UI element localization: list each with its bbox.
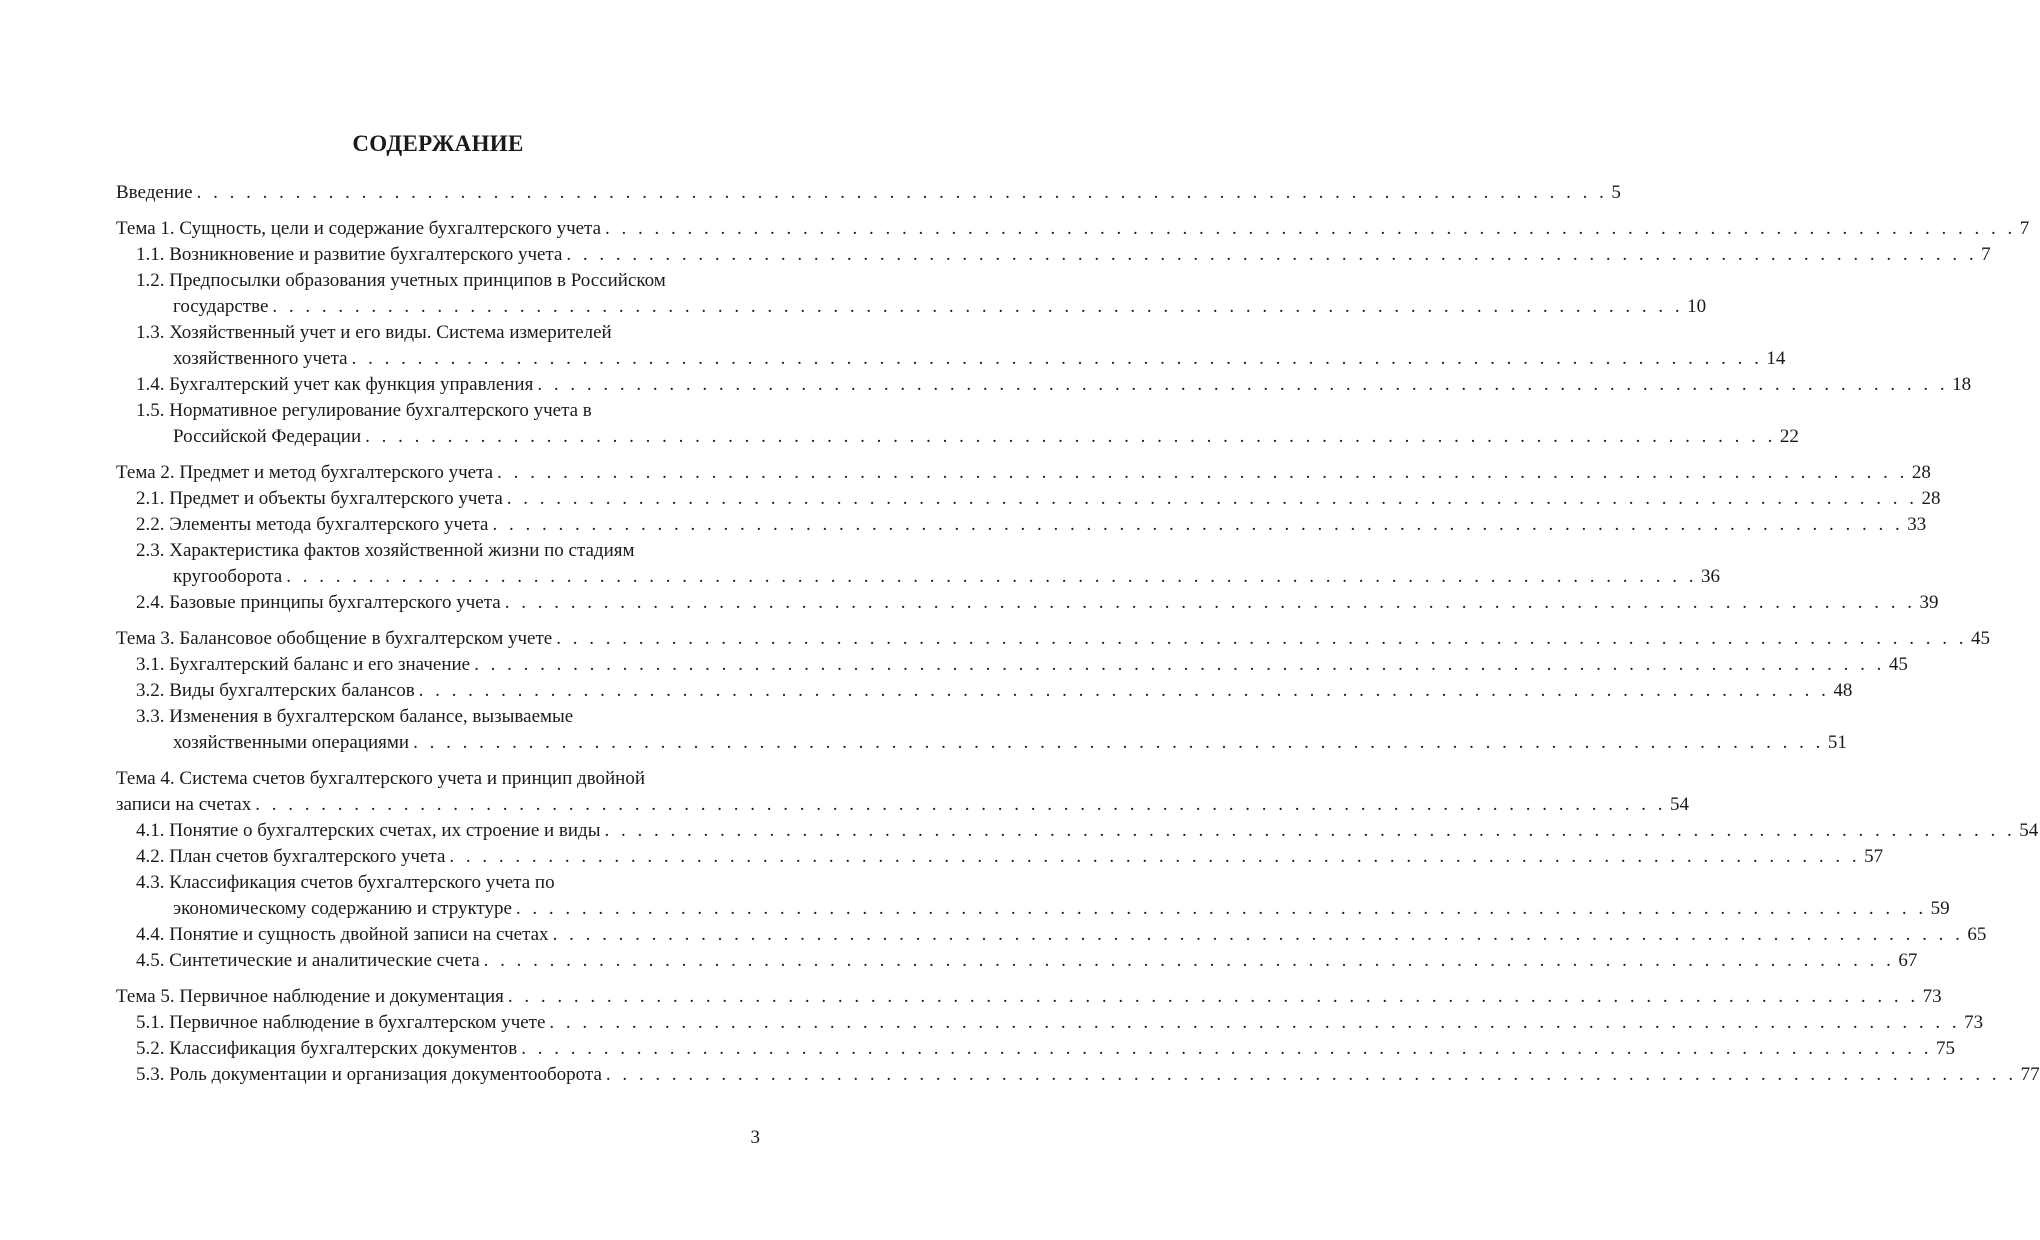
toc-entry-title: Тема 3. Балансовое обобщение в бухгалтерском учете xyxy=(116,628,553,649)
dot-leader: . . . . . . . . . . . . . . . . . . . . . . . . . . . . . . . . . . . . . . . . . . . . . . . . . . . . . . . . . . . . . . . . . . . . . . . . . . . . . . . . . . . . . . xyxy=(255,794,1666,815)
toc-page-number: 5 xyxy=(1611,182,1621,203)
toc-topic[interactable] xyxy=(116,766,1689,818)
toc-subsection[interactable] xyxy=(116,678,1853,704)
toc-entry-title: 1.2. Предпосылки образования учетных принципов в Российском xyxy=(136,270,666,291)
toc-entry-title: Тема 2. Предмет и метод бухгалтерского учета xyxy=(116,462,494,483)
dot-leader: . . . . . . . . . . . . . . . . . . . . . . . . . . . . . . . . . . . . . . . . . . . . . . . . . . . . . . . . . . . . . . . . . . . . . . . . . . . . . . . . . . . . . . xyxy=(449,846,1861,867)
toc-topic[interactable] xyxy=(116,626,1990,652)
dot-leader: . . . . . . . . . . . . . . . . . . . . . . . . . . . . . . . . . . . . . . . . . . . . . . . . . . . . . . . . . . . . . . . . . . . . . . . . . . . . . . . . . . . . . . xyxy=(483,950,1895,971)
dot-leader: . . . . . . . . . . . . . . . . . . . . . . . . . . . . . . . . . . . . . . . . . . . . . . . . . . . . . . . . . . . . . . . . . . . . . . . . . . . . . . . . . . . . . . xyxy=(413,732,1824,753)
dot-leader: . . . . . . . . . . . . . . . . . . . . . . . . . . . . . . . . . . . . . . . . . . . . . . . . . . . . . . . . . . . . . . . . . . . . . . . . . . . . . . . . . . . . . . xyxy=(537,374,1949,395)
toc-page-number: 28 xyxy=(1911,462,1931,483)
dot-leader: . . . . . . . . . . . . . . . . . . . . . . . . . . . . . . . . . . . . . . . . . . . . . . . . . . . . . . . . . . . . . . . . . . . . . . . . . . . . . . . . . . . . . . xyxy=(556,628,1967,649)
toc-subsection[interactable] xyxy=(116,652,1908,678)
toc-section xyxy=(116,766,2039,974)
toc-page-number: 18 xyxy=(1952,374,1972,395)
toc-subsection[interactable] xyxy=(116,590,1939,616)
toc-entry-title: 3.3. Изменения в бухгалтерском балансе, вызываемые xyxy=(136,706,574,727)
toc-entry-title: государстве xyxy=(173,296,269,317)
toc-page-number: 73 xyxy=(1964,1012,1984,1033)
dot-leader: . . . . . . . . . . . . . . . . . . . . . . . . . . . . . . . . . . . . . . . . . . . . . . . . . . . . . . . . . . . . . . . . . . . . . . . . . . . . . . . . . . . . . . xyxy=(515,898,1927,919)
toc-page-number: 57 xyxy=(1864,846,1884,867)
toc-entry-title: 2.2. Элементы метода бухгалтерского учета xyxy=(136,514,489,535)
toc-entry-title: хозяйственного учета xyxy=(173,348,348,369)
toc-page-number: 45 xyxy=(1970,628,1990,649)
toc-entry-title: 3.2. Виды бухгалтерских балансов xyxy=(136,680,415,701)
toc-topic[interactable] xyxy=(116,460,1931,486)
dot-leader: . . . . . . . . . . . . . . . . . . . . . . . . . . . . . . . . . . . . . . . . . . . . . . . . . . . . . . . . . . . . . . . . . . . . . . . . . . . . . . . . . . . . . . xyxy=(272,296,1684,317)
toc-topic[interactable] xyxy=(116,216,2030,242)
toc-entry-title: 4.4. Понятие и сущность двойной записи на счетах xyxy=(136,924,549,945)
toc-entry-title: Введение xyxy=(116,182,193,203)
toc-subsection[interactable] xyxy=(116,844,1884,870)
toc-section xyxy=(116,180,1621,206)
dot-leader: . . . . . . . . . . . . . . . . . . . . . . . . . . . . . . . . . . . . . . . . . . . . . . . . . . . . . . . . . . . . . . . . . . . . . . . . . . . . . . . . . . . . . . xyxy=(566,244,1978,265)
toc-subsection[interactable] xyxy=(116,1010,1984,1036)
toc-subsection[interactable] xyxy=(116,372,1972,398)
toc-entry-title: 4.3. Классификация счетов бухгалтерского учета по xyxy=(136,872,555,893)
toc-section xyxy=(116,626,1990,756)
toc-page-number: 75 xyxy=(1935,1038,1955,1059)
toc-entry-title: 4.1. Понятие о бухгалтерских счетах, их строение и виды xyxy=(136,820,601,841)
toc-page-number: 14 xyxy=(1766,348,1786,369)
toc-page-number: 22 xyxy=(1779,426,1799,447)
toc-subsection[interactable] xyxy=(116,398,1799,450)
toc-page-number: 45 xyxy=(1888,654,1908,675)
toc-topic[interactable] xyxy=(116,984,1942,1010)
toc-entry-title: Тема 1. Сущность, цели и содержание бухгалтерского учета xyxy=(116,218,602,239)
toc-entry-title: 3.1. Бухгалтерский баланс и его значение xyxy=(136,654,471,675)
toc-entry-title: Тема 5. Первичное наблюдение и документация xyxy=(116,986,504,1007)
dot-leader: . . . . . . . . . . . . . . . . . . . . . . . . . . . . . . . . . . . . . . . . . . . . . . . . . . . . . . . . . . . . . . . . . . . . . . . . . . . . . . . . . . . . . . xyxy=(286,566,1697,587)
toc-entry-title: 2.3. Характеристика фактов хозяйственной жизни по стадиям xyxy=(136,540,635,561)
dot-leader: . . . . . . . . . . . . . . . . . . . . . . . . . . . . . . . . . . . . . . . . . . . . . . . . . . . . . . . . . . . . . . . . . . . . . . . . . . . . . . . . . . . . . . xyxy=(552,924,1964,945)
toc-page-number: 77 xyxy=(2020,1064,2040,1085)
dot-leader: . . . . . . . . . . . . . . . . . . . . . . . . . . . . . . . . . . . . . . . . . . . . . . . . . . . . . . . . . . . . . . . . . . . . . . . . . . . . . . . . . . . . . . xyxy=(549,1012,1961,1033)
toc-subsection[interactable] xyxy=(116,320,1786,372)
toc-entry-title: 1.1. Возникновение и развитие бухгалтерского учета xyxy=(136,244,563,265)
dot-leader: . . . . . . . . . . . . . . . . . . . . . . . . . . . . . . . . . . . . . . . . . . . . . . . . . . . . . . . . . . . . . . . . . . . . . . . . . . . . . . . . . . . . . . xyxy=(604,820,2016,841)
dot-leader: . . . . . . . . . . . . . . . . . . . . . . . . . . . . . . . . . . . . . . . . . . . . . . . . . . . . . . . . . . . . . . . . . . . . . . . . . . . . . . . . . . . . . . xyxy=(521,1038,1932,1059)
toc-page-number: 51 xyxy=(1827,732,1847,753)
toc-subsection[interactable] xyxy=(116,704,1847,756)
toc-subsection[interactable] xyxy=(116,242,1991,268)
toc-page-number: 7 xyxy=(1981,244,1991,265)
toc-entry-title: Российской Федерации xyxy=(173,426,362,447)
toc-subsection[interactable] xyxy=(116,922,1987,948)
toc-section xyxy=(116,216,2030,450)
toc-page-number: 67 xyxy=(1898,950,1918,971)
toc-page-number: 33 xyxy=(1907,514,1927,535)
toc-topic[interactable] xyxy=(116,180,1621,206)
page-title: СОДЕРЖАНИЕ xyxy=(352,131,524,156)
toc-subsection[interactable] xyxy=(116,1062,2040,1088)
toc-entry-title: 1.4. Бухгалтерский учет как функция управления xyxy=(136,374,534,395)
toc-entry-title: 4.2. План счетов бухгалтерского учета xyxy=(136,846,446,867)
toc-subsection[interactable] xyxy=(116,538,1720,590)
toc-entry-title: кругооборота xyxy=(173,566,283,587)
toc-page-number: 65 xyxy=(1967,924,1987,945)
toc-entry-title: Тема 4. Система счетов бухгалтерского учета и принцип двойной xyxy=(116,768,646,789)
toc-entry-title: 5.2. Классификация бухгалтерских документов xyxy=(136,1038,518,1059)
dot-leader: . . . . . . . . . . . . . . . . . . . . . . . . . . . . . . . . . . . . . . . . . . . . . . . . . . . . . . . . . . . . . . . . . . . . . . . . . . . . . . . . . . . . . . xyxy=(365,426,1776,447)
toc-page-number: 48 xyxy=(1833,680,1853,701)
toc-page-number: 54 xyxy=(1670,794,1689,815)
dot-leader: . . . . . . . . . . . . . . . . . . . . . . . . . . . . . . . . . . . . . . . . . . . . . . . . . . . . . . . . . . . . . . . . . . . . . . . . . . . . . . . . . . . . . . xyxy=(492,514,1904,535)
toc-page-number: 36 xyxy=(1700,566,1720,587)
dot-leader: . . . . . . . . . . . . . . . . . . . . . . . . . . . . . . . . . . . . . . . . . . . . . . . . . . . . . . . . . . . . . . . . . . . . . . . . . . . . . . . . . . . . . . xyxy=(507,986,1919,1007)
dot-leader: . . . . . . . . . . . . . . . . . . . . . . . . . . . . . . . . . . . . . . . . . . . . . . . . . . . . . . . . . . . . . . . . . . . . . . . . . . . . . . . . . . . . . . xyxy=(418,680,1830,701)
toc-subsection[interactable] xyxy=(116,1036,1955,1062)
toc-subsection[interactable] xyxy=(116,486,1941,512)
dot-leader: . . . . . . . . . . . . . . . . . . . . . . . . . . . . . . . . . . . . . . . . . . . . . . . . . . . . . . . . . . . . . . . . . . . . . . . . . . . . . . . . . . . . . . xyxy=(196,182,1608,203)
toc-entry-title: записи на счетах xyxy=(116,794,252,815)
page-number: 3 xyxy=(750,1127,760,1148)
toc-entry-title: 5.1. Первичное наблюдение в бухгалтерском учете xyxy=(136,1012,546,1033)
toc-entry-title: 2.1. Предмет и объекты бухгалтерского учета xyxy=(136,488,503,509)
toc-entry-title: экономическому содержанию и структуре xyxy=(173,898,512,919)
toc-page-number: 28 xyxy=(1921,488,1941,509)
dot-leader: . . . . . . . . . . . . . . . . . . . . . . . . . . . . . . . . . . . . . . . . . . . . . . . . . . . . . . . . . . . . . . . . . . . . . . . . . . . . . . . . . . . . . . xyxy=(474,654,1885,675)
toc-section xyxy=(116,984,2040,1088)
toc-page-number: 73 xyxy=(1922,986,1942,1007)
toc-entry-title: 5.3. Роль документации и организация документооборота xyxy=(136,1064,602,1085)
toc-subsection[interactable] xyxy=(116,870,1950,922)
toc-entry-title: хозяйственными операциями xyxy=(173,732,410,753)
toc-page-number: 7 xyxy=(2019,218,2030,239)
toc-page-number: 54 xyxy=(2019,820,2039,841)
toc-subsection[interactable] xyxy=(116,818,2039,844)
toc-page-number: 39 xyxy=(1919,592,1939,613)
dot-leader: . . . . . . . . . . . . . . . . . . . . . . . . . . . . . . . . . . . . . . . . . . . . . . . . . . . . . . . . . . . . . . . . . . . . . . . . . . . . . . . . . . . . . . xyxy=(351,348,1763,369)
toc-entry-title: 1.5. Нормативное регулирование бухгалтерского учета в xyxy=(136,400,592,421)
toc-subsection[interactable] xyxy=(116,512,1927,538)
toc-entry-title: 1.3. Хозяйственный учет и его виды. Система измерителей xyxy=(136,322,612,343)
table-of-contents xyxy=(116,180,2040,1098)
dot-leader: . . . . . . . . . . . . . . . . . . . . . . . . . . . . . . . . . . . . . . . . . . . . . . . . . . . . . . . . . . . . . . . . . . . . . . . . . . . . . . . . . . . . . . xyxy=(605,1064,2017,1085)
toc-page-number: 10 xyxy=(1687,296,1707,317)
toc-subsection[interactable] xyxy=(116,948,1918,974)
toc-entry-title: 2.4. Базовые принципы бухгалтерского учета xyxy=(136,592,501,613)
toc-entry-title: 4.5. Синтетические и аналитические счета xyxy=(136,950,480,971)
dot-leader: . . . . . . . . . . . . . . . . . . . . . . . . . . . . . . . . . . . . . . . . . . . . . . . . . . . . . . . . . . . . . . . . . . . . . . . . . . . . . . . . . . . . . . xyxy=(506,488,1918,509)
dot-leader: . . . . . . . . . . . . . . . . . . . . . . . . . . . . . . . . . . . . . . . . . . . . . . . . . . . . . . . . . . . . . . . . . . . . . . . . . . . . . . . . . . . . . . xyxy=(605,218,2016,239)
toc-page-number: 59 xyxy=(1930,898,1950,919)
toc-subsection[interactable] xyxy=(116,268,1707,320)
dot-leader: . . . . . . . . . . . . . . . . . . . . . . . . . . . . . . . . . . . . . . . . . . . . . . . . . . . . . . . . . . . . . . . . . . . . . . . . . . . . . . . . . . . . . . xyxy=(497,462,1908,483)
toc-section xyxy=(116,460,1941,616)
dot-leader: . . . . . . . . . . . . . . . . . . . . . . . . . . . . . . . . . . . . . . . . . . . . . . . . . . . . . . . . . . . . . . . . . . . . . . . . . . . . . . . . . . . . . . xyxy=(504,592,1916,613)
